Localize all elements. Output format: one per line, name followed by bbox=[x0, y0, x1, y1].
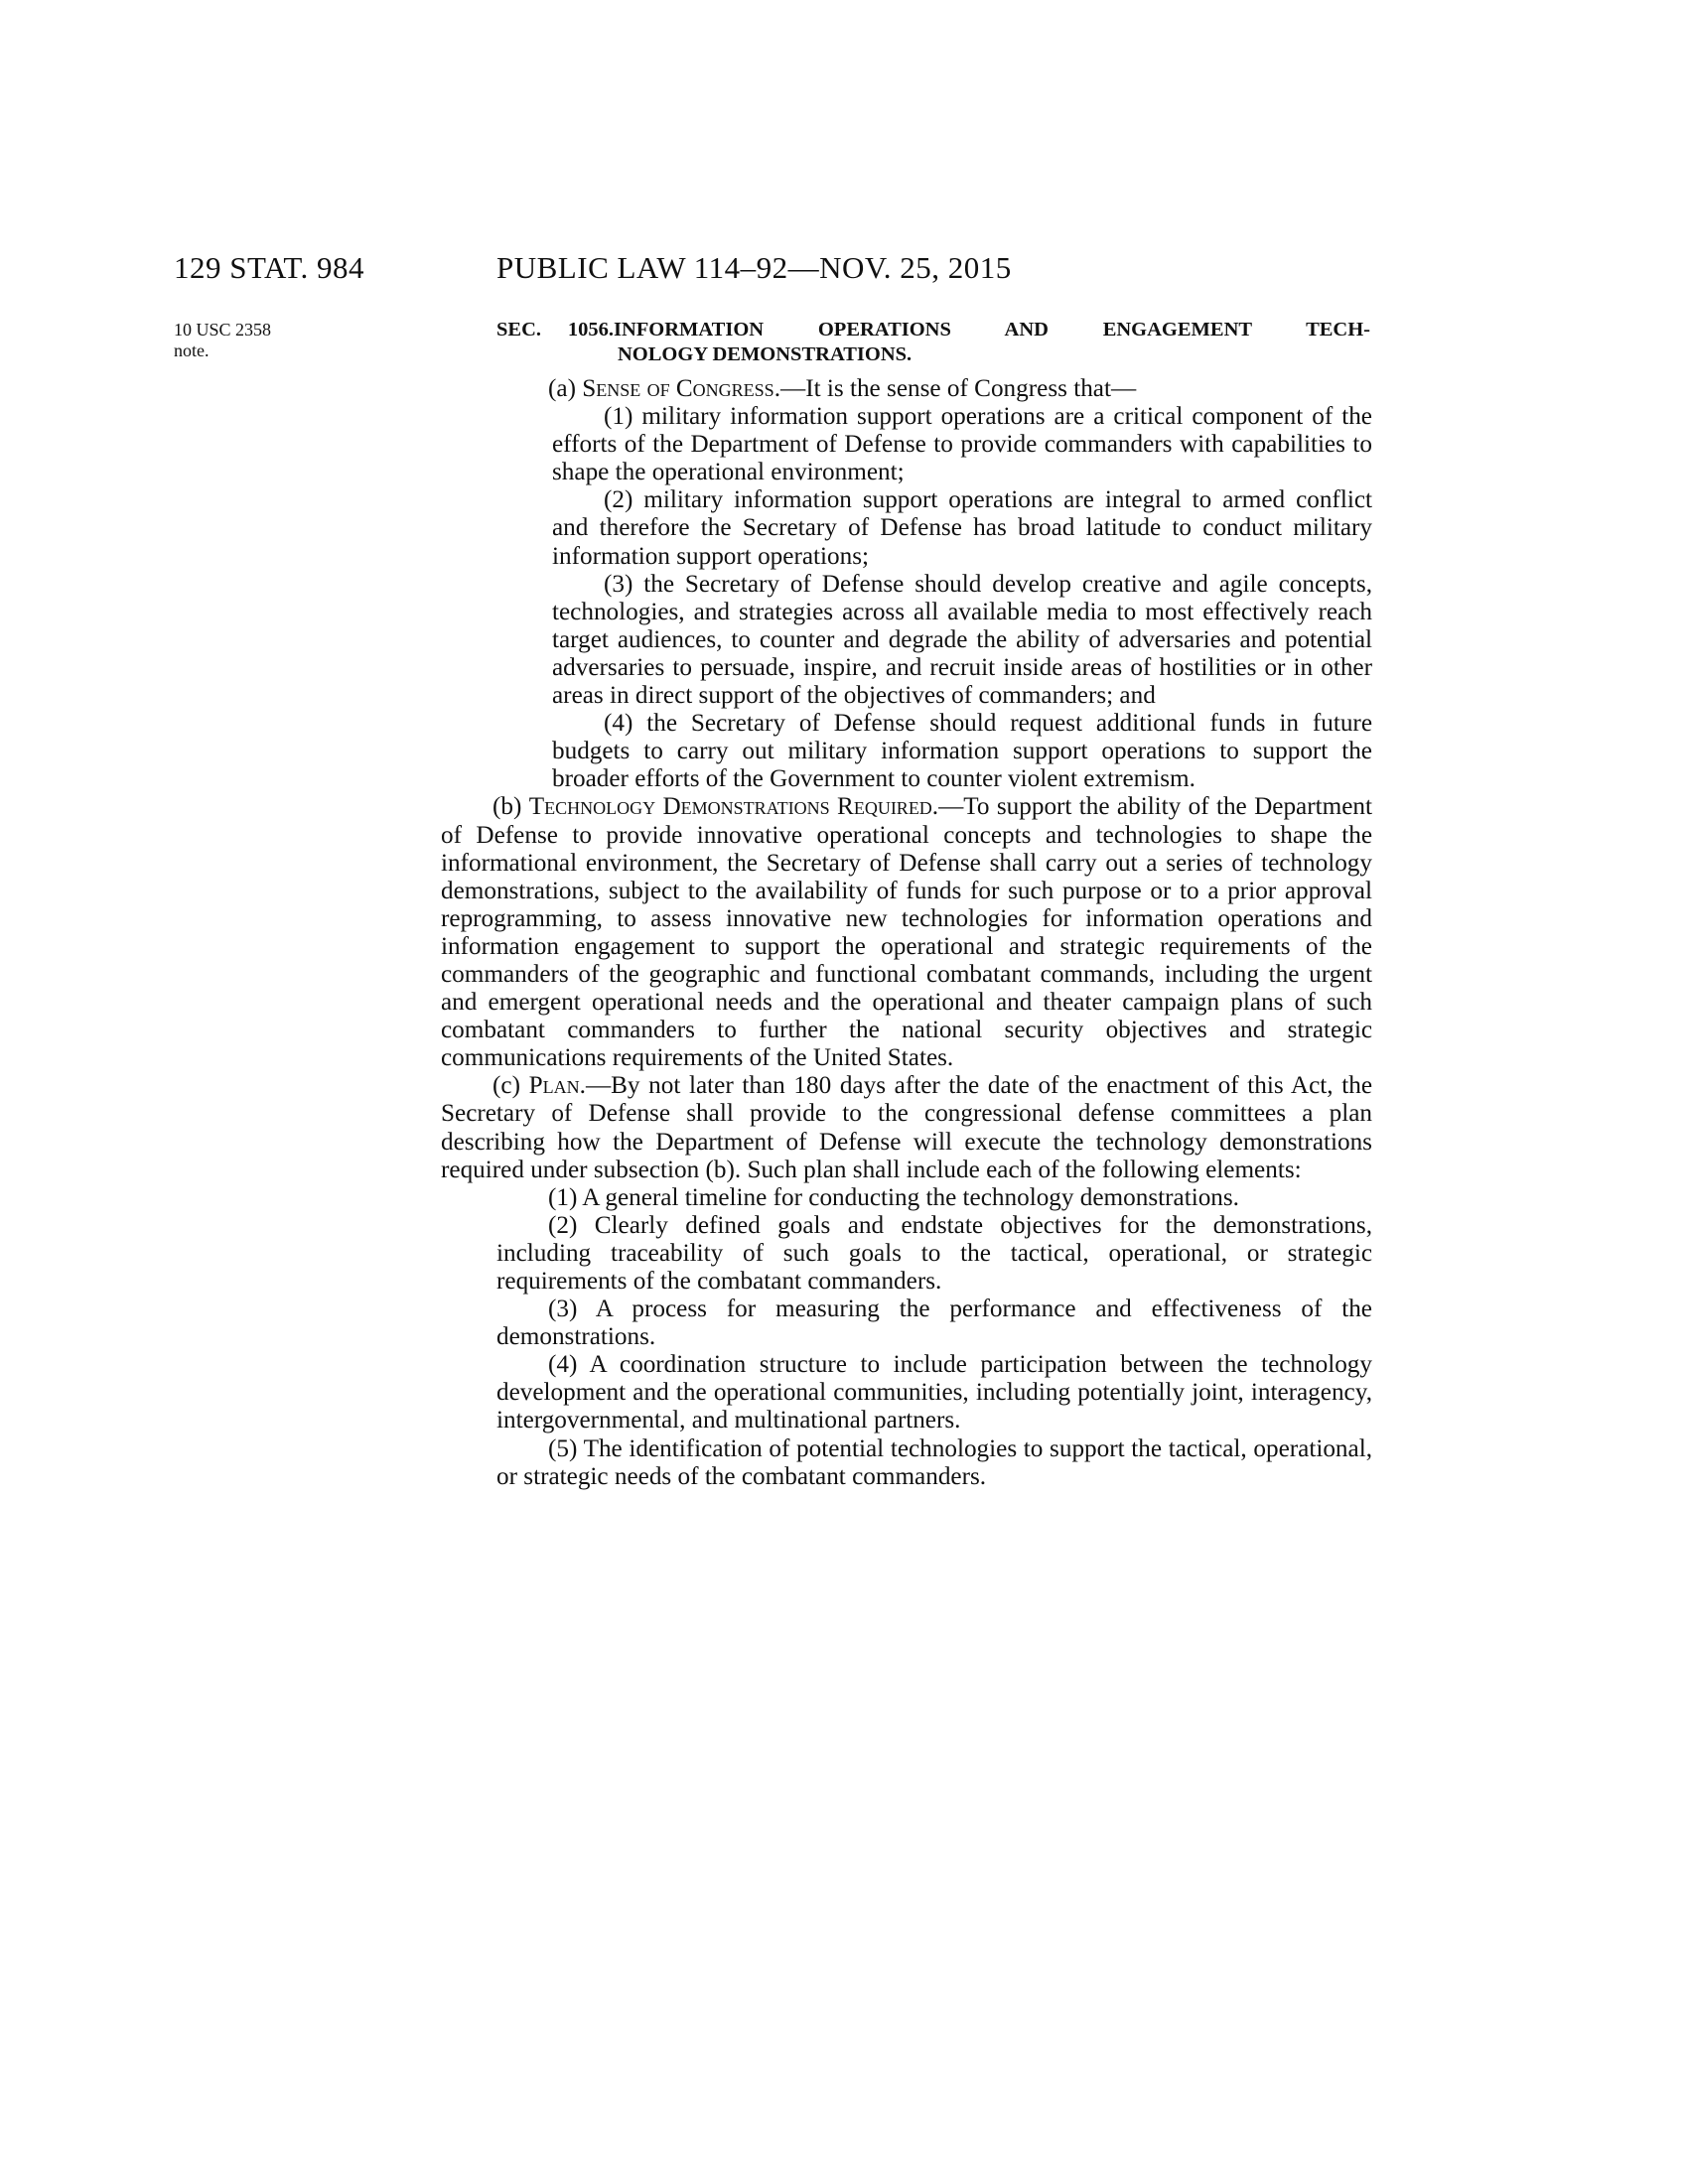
subsection-c-items bbox=[496, 1184, 1372, 1491]
subsection-a-heading: Sense of Congress. bbox=[582, 375, 780, 402]
margin-note bbox=[174, 320, 323, 361]
subsection-c-item-3: (3) A process for measuring the performance and effectiveness of the demonstrations. bbox=[496, 1296, 1372, 1351]
section-heading bbox=[496, 318, 1370, 367]
margin-note-label: note. bbox=[174, 341, 210, 360]
subsection-a-item-4: (4) the Secretary of Defense should request additional funds in future budgets to carry out military information support operations to support the broader efforts of the Government to counter violent extremism. bbox=[552, 710, 1372, 793]
subsection-c-item-5: (5) The identification of potential technologies to support the tactical, operational, or strategic needs of the combatant commanders. bbox=[496, 1434, 1372, 1490]
subsection-a-item-2: (2) military information support operations are integral to armed conflict and therefore the Secretary of Defense has broad latitude to conduct military information support operations; bbox=[552, 486, 1372, 570]
subsection-c-item-1: (1) A general timeline for conducting the technology demonstrations. bbox=[548, 1183, 1239, 1211]
subsection-b-marker: (b) bbox=[492, 793, 522, 821]
margin-note-citation: 10 USC 2358 bbox=[174, 320, 272, 340]
subsection-c-text: —By not later than 180 days after the date of the enactment of this Act, the Secretary of Defense shall provide to the congressional defense committees a plan describing how the Department of Defense will execute the technology demonstrations required under subsection (b). Such plan shall include each of the following elements: bbox=[441, 1072, 1373, 1183]
subsection-c-heading: Plan. bbox=[528, 1072, 586, 1100]
subsection-a-marker: (a) bbox=[548, 375, 576, 402]
subsection-a-intro bbox=[496, 375, 1372, 403]
law-header: PUBLIC LAW 114–92—NOV. 25, 2015 bbox=[496, 250, 1012, 285]
section-heading-line1 bbox=[496, 318, 1370, 342]
subsection-c bbox=[441, 1072, 1372, 1183]
subsection-a-item-1: (1) military information support operations are a critical component of the efforts of the Department of Defense to provide commanders with capabilities to shape the operational environment; bbox=[552, 403, 1372, 486]
statute-page-number: 129 STAT. 984 bbox=[174, 250, 365, 285]
subsection-c-marker: (c) bbox=[492, 1072, 520, 1100]
subsection-a-item-3: (3) the Secretary of Defense should develop creative and agile concepts, technologies, and strategies across all available media to most effectively reach target audiences, to counter and degrade the ability of adversaries and potential adversaries to persuade, inspire, and recruit inside areas of hostilities or in other areas in direct support of the objectives of commanders; and bbox=[552, 570, 1372, 710]
subsection-b bbox=[441, 793, 1372, 1072]
section-body bbox=[441, 375, 1373, 1491]
subsection-a-intro-text: —It is the sense of Congress that— bbox=[780, 375, 1137, 402]
subsection-b-heading: Technology Demonstrations Required. bbox=[528, 793, 939, 821]
section-title-part2: NOLOGY DEMONSTRATIONS. bbox=[618, 343, 913, 365]
section-number: SEC. 1056. bbox=[496, 319, 614, 341]
subsection-b-text: —To support the ability of the Department of Defense to provide innovative operational concepts and technologies to shape the informational environment, the Secretary of Defense shall carry out a series of technology demonstrations, subject to the availability of funds for such purpose or to a prior approval reprogramming, to assess innovative new technologies for information operations and information engagement to support the operational and strategic requirements of the commanders of the geographic and functional combatant commands, including the urgent and emergent operational needs and the operational and theater campaign plans of such combatant commanders to further the national security objectives and strategic communications requirements of the United States. bbox=[441, 793, 1372, 1072]
subsection-c-item-2: (2) Clearly defined goals and endstate objectives for the demonstrations, including traceability of such goals to the tactical, operational, or strategic requirements of the combatant commanders. bbox=[496, 1211, 1372, 1295]
subsection-c-item-4: (4) A coordination structure to include participation between the technology development and the operational communities, including potentially joint, interagency, intergovernmental, and multinational partners. bbox=[496, 1351, 1372, 1434]
subsection-a-items bbox=[496, 403, 1372, 793]
section-title-part1: INFORMATION OPERATIONS AND ENGAGEMENT TECH- bbox=[614, 319, 1370, 341]
